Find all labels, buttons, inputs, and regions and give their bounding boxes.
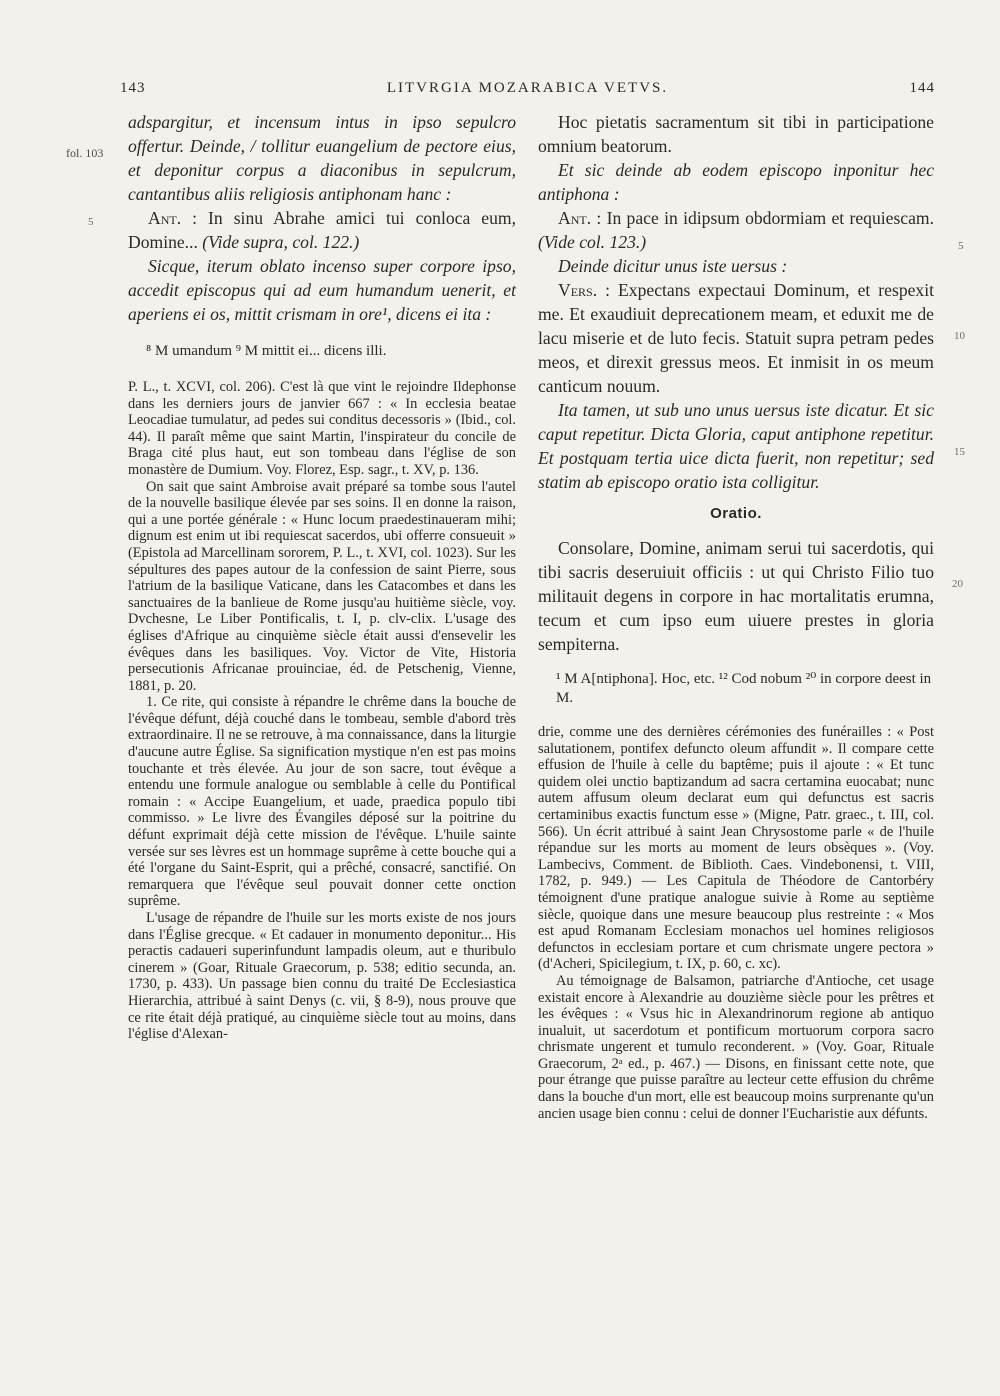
line-number-right-10: 10 — [954, 330, 965, 342]
antiphon-text: : In sinu Abrahe amici tui conloca eum, Domine... — [128, 208, 516, 252]
line-number-right-5: 5 — [958, 240, 964, 252]
rubric-paragraph: adspargitur, et incensum intus in ipso sepulcro offertur. Deinde, / tollitur euangelium de pectore eius, et deponitur corpus a diaconibus in sepulcrum, cantantibus aliis religiosis antiphonam hanc : — [128, 112, 516, 204]
left-variant-footnote — [128, 342, 516, 361]
running-title: LITVRGIA MOZARABICA VETVS. — [386, 80, 669, 96]
rubric-paragraph: Sicque, iterum oblato incenso super corpore ipso, accedit episcopus qui ad eum humandum uenerit, et aperiens ei os, mittit crismam in ore¹, dicens ei ita : — [128, 256, 516, 324]
antiphon-label: Ant. — [148, 208, 182, 228]
commentary-paragraph: On sait que saint Ambroise avait préparé sa tombe sous l'autel de la nouvelle basilique élevée par ses soins. Il en donne la raison, qui a une portée générale : « Hunc locum praedestinaueram mihi; dignum est enim ut ibi requiescat sacerdos, ubi offerre consueuit » (Epistola ad Marcellinam sororem, P. L., t. XVI, col. 1023). Sur les sépultures des papes autour de la confession de saint Pierre, sous l'atrium de la basilique Vaticane, dans les Catacombes et dans les sanctuaires de la banlieue de Rome jusqu'au huitième siècle, voy. Dvchesne, Le Liber Pontificalis, t. I, p. clv-clix. L'usage des églises d'Afrique au cinquième siècle était aussi d'ensevelir les évêques dans les basiliques. Voy. Victor de Vite, Historia persecutionis Africanae prouinciae, éd. de Petschenig, Vienne, 1881, p. 20. — [128, 478, 516, 694]
rubric-paragraph: Ita tamen, ut sub uno unus uersus iste dicatur. Et sic caput repetitur. Dicta Gloria, caput antiphone repetitur. Et postquam tertia uice dicta fuerit, non repetitur; sed statim ab episcopo oratio ista colligitur. — [538, 400, 934, 492]
oratio-heading: Oratio. — [710, 505, 762, 522]
folio-marker: fol. 103 — [66, 146, 104, 160]
commentary-paragraph: drie, comme une des dernières cérémonies des funérailles : « Post salutationem, pontifex defuncto oleum affundit ». Il compare cette effusion de l'huile à celle du baptême; puis il ajoute : « Et tunc quidem olei unctio baptizandum ad sacra certamina euocabat; nunc autem affusum oleum declarat eum qui defunctus est sacris certaminibus exactis functum esse » (Migne, Patr. graec., t. III, col. 566). Un écrit attribué à saint Jean Chrysostome parle « de l'huile répandue sur les morts au moment de leurs obsèques ». (Voy. Lambecivs, Comment. de Biblioth. Caes. Vindebonensi, t. VIII, 1782, p. 949.) — Les Capitula de Théodore de Cantorbéry témoignent d'une pratique analogue suivie à Rome au septième siècle, quoique dans une mesure beaucoup plus restreinte : « Mos est apud Romanam Ecclesiam monachos uel homines religiosos defunctos in ecclesiam portare et cum chrismate ungere pectora » (d'Acheri, Spicilegium, t. IX, p. 60, c. xc). — [538, 724, 934, 973]
right-variant-footnote — [538, 670, 934, 708]
antiphon-reference: (Vide supra, col. 122.) — [202, 232, 360, 252]
antiphon-paragraph — [128, 206, 516, 254]
line-number-left-5: 5 — [88, 216, 94, 228]
prayer-paragraph: Hoc pietatis sacramentum sit tibi in participatione omnium beatorum. — [538, 112, 934, 156]
verse-label: Vers. — [558, 280, 598, 300]
left-column — [128, 110, 516, 1043]
commentary-paragraph: Au témoignage de Balsamon, patriarche d'Antioche, cet usage existait encore à Alexandrie au douzième siècle pour les prêtres et les évêques : « Vsus hic in Alexandrinorum regione ab antiquo inualuit, ut sacerdotum et pontificum mortuorum corpora sacro chrismate ungerent et tumulo reconderent. » (Voy. Goar, Rituale Graecorum, 2ᵃ ed., p. 467.) — Disons, en finissant cette note, que pour étrange que puisse paraître au lecteur cette effusion du chrême dans la bouche d'un mort, elle est beaucoup moins surprenante qu'un ancien usage bien connu : celui de donner l'Eucharistie aux défunts. — [538, 972, 934, 1122]
antiphon-text: : In pace in idipsum obdormiam et requiescam. — [591, 208, 934, 228]
rubric-paragraph: Et sic deinde ab eodem episcopo inponitur hec antiphona : — [538, 160, 934, 204]
oratio-paragraph: Consolare, Domine, animam serui tui sacerdotis, qui tibi sacris deseruiuit officiis : ut qui Christo Filio tuo militauit degens in corpore in hac mortalitatis erumna, tecum et cum ipso eum uiuere prestes in gloria sempiterna. — [538, 538, 934, 654]
antiphon-paragraph — [538, 206, 934, 254]
rubric-paragraph: Deinde dicitur unus iste uersus : — [558, 256, 788, 276]
commentary-paragraph: 1. Ce rite, qui consiste à répandre le chrême dans la bouche de l'évêque défunt, déjà couché dans le tombeau, semble d'abord très extraordinaire. Il ne se retrouve, à ma connaissance, dans la liturgie d'aucune autre Église. Sa signification mystique n'en est pas moins touchante et très élevée. Au jour de son sacre, tout évêque a entendu une formule analogue ou semblable à celle du Pontifical romain : « Accipe Euangelium, et uade, praedica populo tibi commisso. » Le livre des Évangiles déposé sur la poitrine du défunt exprimait déjà cette mission de l'évêque. L'huile sainte versée sur ses lèvres est un hommage suprême à cette bouche qui a été l'organe du Saint-Esprit, qui a prêché, consacré, sanctifié. On remarquera que l'évêque seul pouvait donner cette onction suprême. — [128, 694, 516, 910]
antiphon-reference: (Vide col. 123.) — [538, 232, 647, 252]
footnote-text: ⁸ M umandum ⁹ M mittit ei... dicens illi. — [146, 343, 387, 359]
page-number-left: 143 — [120, 80, 146, 96]
left-liturgical-text — [128, 110, 516, 326]
footnote-text: ¹ M A[ntiphona]. Hoc, etc. ¹² Cod nobum ²⁰ in corpore deest in M. — [556, 671, 932, 706]
page-number-right: 144 — [909, 80, 935, 96]
antiphon-label: Ant. — [558, 208, 592, 228]
line-number-right-20: 20 — [952, 578, 963, 590]
commentary-paragraph: P. L., t. XCVI, col. 206). C'est là que vint le rejoindre Ildephonse dans les derniers jours de janvier 667 : « In ecclesia beatae Leocadiae tumulatur, ad pedes sui conditus decessoris » (Ibid., col. 44). Il paraît même que saint Martin, l'inspirateur du concile de Braga cité plus haut, eut son tombeau dans l'église de son monastère de Dumium. Voy. Florez, Esp. sagr., t. XV, p. 136. — [128, 379, 516, 478]
line-number-right-15: 15 — [954, 446, 965, 458]
right-commentary — [538, 724, 934, 1122]
verse-text: : Expectans expectaui Dominum, et respexit me. Et exaudiuit deprecationem meam, et eduxit me de lacu miserie et de luto fecis. Statuit supra petram pedes meos, et direxit gressus meos. Et inmisit in os meum canticum nouum. — [538, 280, 934, 396]
verse-paragraph — [538, 278, 934, 398]
commentary-paragraph: L'usage de répandre de l'huile sur les morts existe de nos jours dans l'Église grecque. « Et cadauer in monumento deponitur... His peractis cadaueri superinfundunt lampadis oleum, aut e thuribulo cinerem » (Goar, Rituale Graecorum, p. 538; editio secunda, an. 1730, p. 433). Un passage bien connu du traité De Ecclesiastica Hierarchia, attribué à saint Denys (c. vii, § 8-9), nous prouve que ce rite était déjà pratiqué, au cinquième siècle tout au moins, dans l'église d'Alexan- — [128, 910, 516, 1043]
left-commentary — [128, 379, 516, 1043]
right-column — [538, 110, 934, 1122]
running-header — [120, 80, 935, 102]
right-liturgical-text — [538, 110, 934, 656]
